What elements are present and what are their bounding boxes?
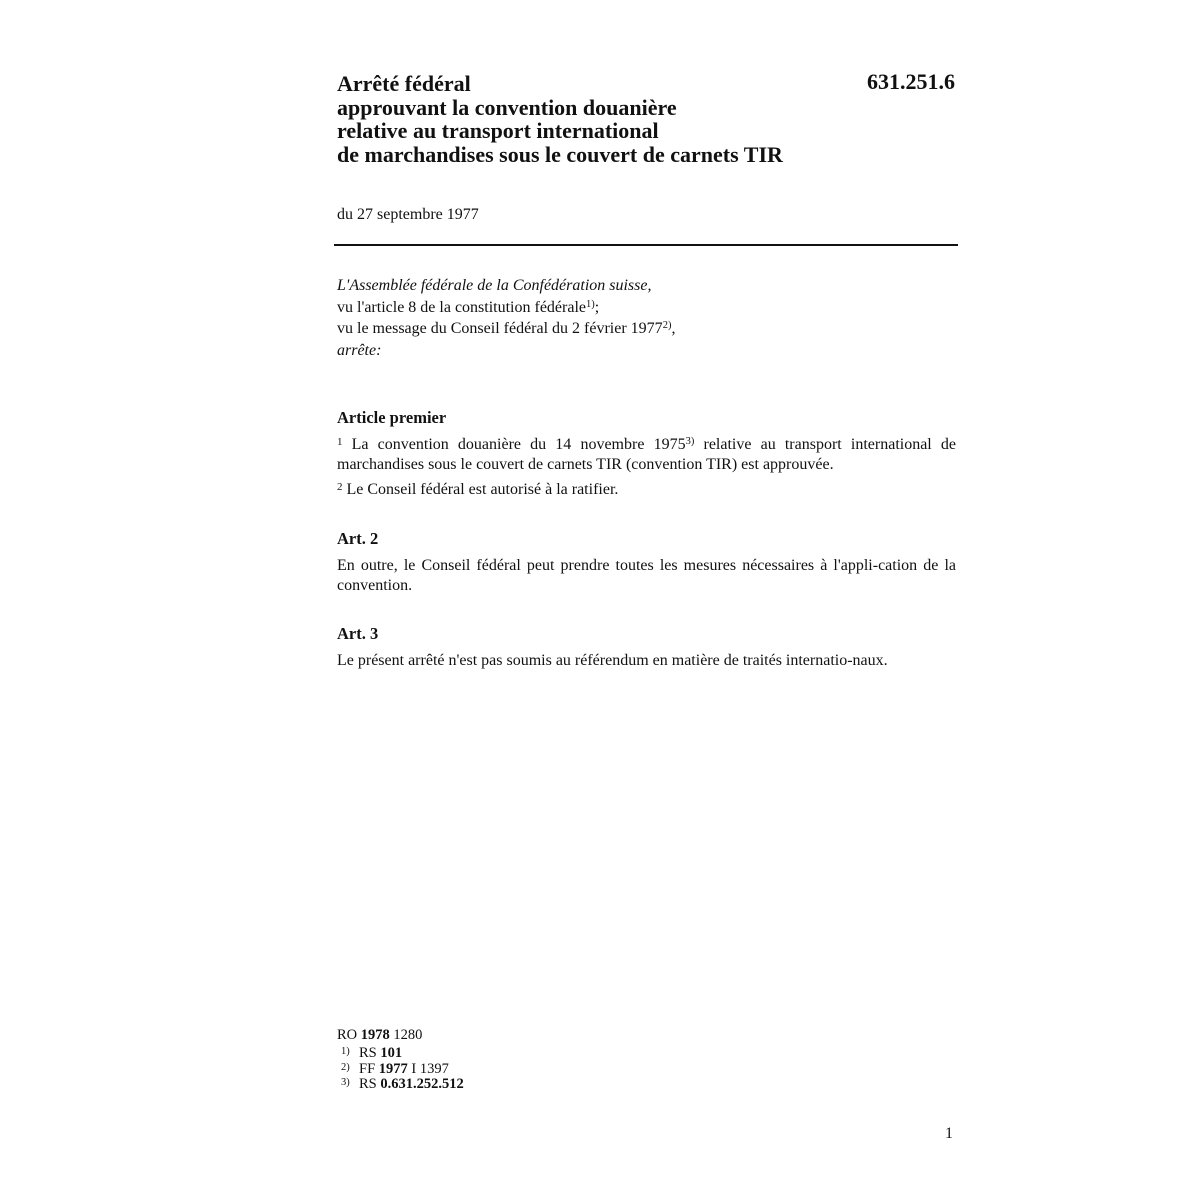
title-line: de marchandises sous le couvert de carnets TIR	[337, 141, 783, 167]
article-paragraph	[337, 435, 956, 475]
document-title	[337, 69, 957, 167]
page-number: 1	[945, 1125, 953, 1142]
title-line: approuvant la convention douanière	[337, 94, 677, 120]
footnote-reference: 3)	[685, 436, 695, 447]
footnote-number: 101	[380, 1045, 403, 1061]
article-paragraph: Le présent arrêté n'est pas soumis au référendum en matière de traités internatio-naux.	[337, 652, 888, 669]
article-heading: Art. 3	[337, 624, 379, 643]
article-heading: Art. 2	[337, 529, 379, 548]
ro-year: 1978	[360, 1027, 390, 1043]
footnote-item: 2) FF 1977 I 1397	[341, 1060, 449, 1077]
preamble-assembly: L'Assemblée fédérale de la Confédération suisse,	[337, 277, 652, 294]
preamble-line-message	[337, 318, 957, 340]
preamble-line-punct: ,	[671, 320, 676, 337]
footnotes	[337, 1027, 464, 1093]
preamble-line-text: vu l'article 8 de la constitution fédérale	[337, 298, 587, 316]
preamble-line-constitution	[337, 297, 957, 319]
paragraph-text: La convention douanière du 14 novembre 1975	[342, 436, 686, 453]
footnote-prefix: FF	[359, 1060, 379, 1077]
article-heading: Article premier	[337, 408, 447, 427]
title-line: relative au transport international	[337, 118, 659, 143]
preamble-line-text: vu le message du Conseil fédéral du 2 février 1977	[337, 320, 663, 337]
footnote-prefix: RS	[359, 1045, 381, 1061]
paragraph-number: 1	[337, 436, 343, 448]
article-2	[337, 529, 956, 601]
footnote-item: 3) RS 0.631.252.512	[341, 1076, 464, 1092]
ro-prefix: RO	[337, 1027, 361, 1043]
ro-reference	[337, 1027, 464, 1044]
preamble-decision: arrête:	[337, 341, 382, 359]
article-paragraph	[337, 480, 956, 500]
footnote-number: 0.631.252.512	[380, 1076, 464, 1092]
article-1	[337, 408, 956, 505]
header-divider	[334, 244, 958, 246]
footnote-reference: 1)	[586, 298, 595, 310]
article-3	[337, 624, 956, 676]
footnote-number: 1977	[378, 1060, 408, 1077]
paragraph-text: Le Conseil fédéral est autorisé à la ratifier.	[342, 481, 619, 498]
preamble-line-punct: ;	[594, 298, 600, 316]
footnote-prefix: RS	[359, 1076, 381, 1092]
paragraph-text: relative au transport international de marchandises sous le couvert de carnets TIR (convention TIR) est approuvée.	[337, 436, 957, 473]
preamble	[337, 275, 957, 361]
sr-number: 631.251.6	[867, 69, 955, 94]
title-line: Arrêté fédéral	[337, 71, 471, 96]
article-paragraph: En outre, le Conseil fédéral peut prendre toutes les mesures nécessaires à l'appli-cation de la convention.	[337, 557, 956, 594]
footnote-reference: 2)	[662, 320, 672, 331]
paragraph-number: 2	[337, 481, 343, 493]
footnote-item: 1) RS 101	[341, 1045, 403, 1061]
ro-page: 1280	[389, 1027, 423, 1043]
document-date: du 27 septembre 1977	[337, 206, 479, 223]
footnote-suffix: I 1397	[407, 1060, 449, 1077]
